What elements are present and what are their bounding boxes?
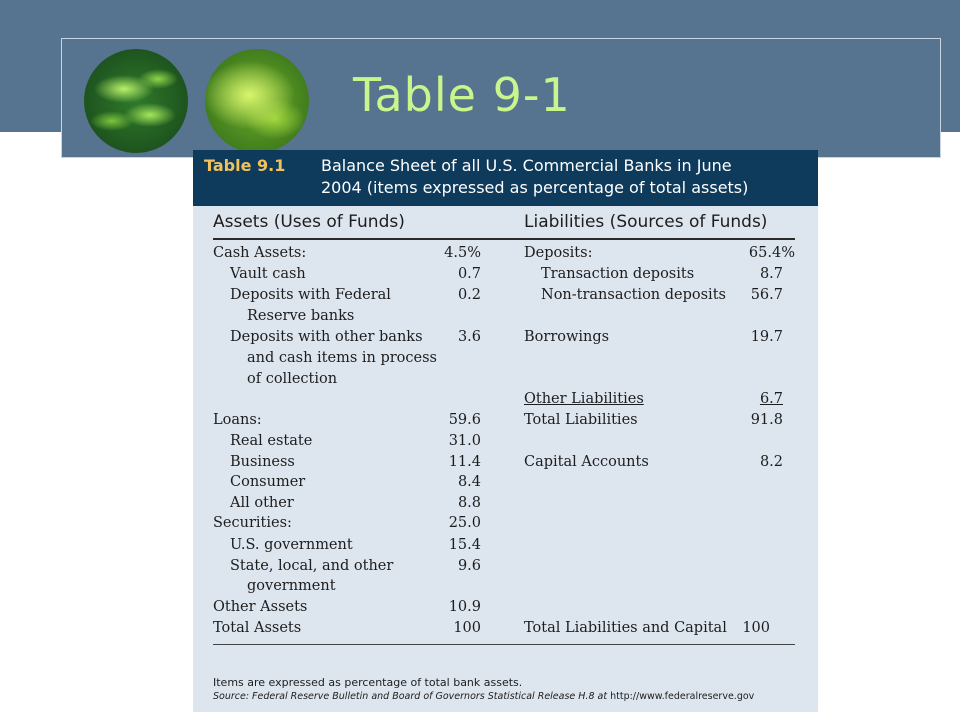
asset-label: Vault cash — [230, 266, 306, 282]
asset-label: Consumer — [230, 474, 306, 490]
asset-value: 100 — [453, 620, 481, 636]
leaf-image-icon — [84, 49, 188, 153]
asset-label: Business — [230, 454, 295, 470]
source-url: http://www.federalreserve.gov — [610, 691, 755, 702]
leaf-image-icon — [205, 49, 309, 153]
liability-label: Total Liabilities and Capital — [524, 620, 727, 636]
asset-value: 8.8 — [457, 495, 481, 511]
source-label: Source: Federal Reserve Bulletin and Board of Governors Statistical Release H.8 at — [213, 691, 608, 702]
asset-label: Real estate — [230, 433, 313, 449]
table-caption-line: 2004 (items expressed as percentage of total assets) — [321, 178, 749, 197]
asset-value: 0.2 — [457, 287, 481, 303]
table-caption-line: Balance Sheet of all U.S. Commercial Banks in June — [321, 156, 732, 175]
asset-label: and cash items in process — [247, 350, 437, 366]
liability-label: Deposits: — [524, 245, 593, 261]
liability-value: 56.7 — [750, 287, 783, 303]
liability-value: 6.7 — [759, 391, 783, 407]
asset-label: Deposits with Federal — [230, 287, 391, 303]
asset-label: Total Assets — [213, 620, 302, 636]
table-source — [213, 691, 754, 702]
asset-label: Cash Assets: — [213, 245, 307, 261]
table-caption — [321, 155, 801, 199]
liability-value: 8.7 — [759, 266, 783, 282]
asset-label: State, local, and other — [230, 558, 394, 574]
asset-value: 10.9 — [448, 599, 481, 615]
liability-label: Capital Accounts — [524, 454, 649, 470]
asset-value: 3.6 — [457, 329, 481, 345]
table-footnote: Items are expressed as percentage of total bank assets. — [213, 676, 523, 689]
asset-value: 4.5% — [444, 245, 481, 261]
liabilities-header: Liabilities (Sources of Funds) — [524, 212, 768, 232]
liability-value: 19.7 — [750, 329, 783, 345]
asset-value: 0.7 — [457, 266, 481, 282]
asset-label: Reserve banks — [247, 308, 355, 324]
asset-value: 9.6 — [457, 558, 481, 574]
liability-value: 8.2 — [759, 454, 783, 470]
asset-label: of collection — [247, 371, 338, 387]
liability-label: Transaction deposits — [541, 266, 695, 282]
asset-value: 31.0 — [448, 433, 481, 449]
header-rule — [213, 238, 795, 240]
asset-label: government — [247, 578, 336, 594]
asset-value: 8.4 — [457, 474, 481, 490]
liability-label: Borrowings — [524, 329, 610, 345]
asset-label: U.S. government — [230, 537, 353, 553]
balance-sheet-table — [193, 150, 818, 712]
asset-label: All other — [230, 495, 294, 511]
asset-label: Securities: — [213, 515, 292, 531]
table-header — [193, 150, 818, 206]
asset-label: Deposits with other banks — [230, 329, 423, 345]
liability-value: 100 — [742, 620, 770, 636]
slide-title: Table 9-1 — [353, 68, 571, 122]
asset-label: Other Assets — [213, 599, 308, 615]
liability-value: 91.8 — [750, 412, 783, 428]
asset-value: 11.4 — [448, 454, 481, 470]
assets-header: Assets (Uses of Funds) — [213, 212, 405, 232]
asset-value: 15.4 — [448, 537, 481, 553]
liability-label: Other Liabilities — [524, 391, 644, 407]
liability-value: 65.4% — [748, 245, 795, 261]
table-number: Table 9.1 — [204, 156, 286, 175]
footer-rule — [213, 644, 795, 645]
liability-label: Total Liabilities — [524, 412, 638, 428]
liability-label: Non-transaction deposits — [541, 287, 726, 303]
asset-value: 59.6 — [448, 412, 481, 428]
asset-value: 25.0 — [448, 515, 481, 531]
asset-label: Loans: — [213, 412, 262, 428]
